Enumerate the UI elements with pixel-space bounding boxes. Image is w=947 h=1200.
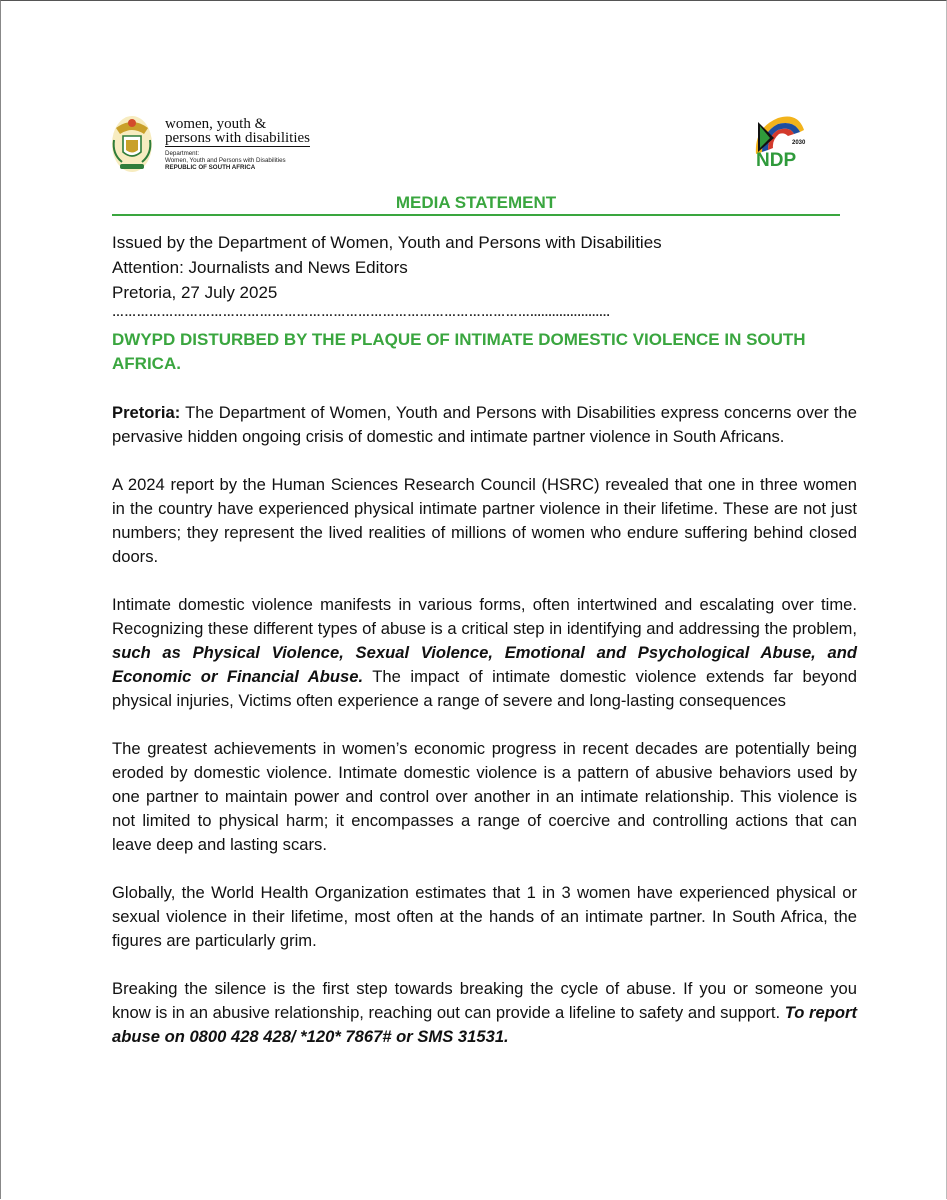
issued-by-line: Issued by the Department of Women, Youth and Persons with Disabilities [112,233,662,252]
dateline-label: Pretoria: [112,403,181,422]
place-date-line: Pretoria, 27 July 2025 [112,283,278,302]
department-name-block [165,117,310,171]
letterhead [110,114,810,184]
issued-block [112,230,662,305]
report-abuse-contacts: To report abuse on 0800 428 428/ *120* 7867# or SMS 31531. [112,1003,857,1046]
attention-line: Attention: Journalists and News Editors [112,258,408,277]
dotted-separator: …………………………………………………………………………………………...................... [112,305,611,319]
paragraph-6: Breaking the silence is the first step towards breaking the cycle of abuse. If you or someone you know is in an abusive relationship, reaching out can provide a lifeline to safety and support. To report abuse on 0800 428 428/ *120* 7867# or SMS 31531. [112,979,857,1046]
ndp-text: NDP [756,150,797,171]
headline: DWYPD DISTURBED BY THE PLAQUE OF INTIMATE DOMESTIC VIOLENCE IN SOUTH AFRICA. [112,330,806,373]
ndp-2030-logo-icon [748,110,810,172]
ndp-year: 2030 [792,140,806,146]
department-name: women, youth & persons with disabilities [165,116,310,146]
abuse-types-emphasis: such as Physical Violence, Sexual Violence, Emotional and Psychological Abuse, and Economic or Financial Abuse. [112,643,857,686]
paragraph-3: Intimate domestic violence manifests in various forms, often intertwined and escalating over time. Recognizing these different types of abuse is a critical step in identifying and addressing the problem, such as Physical Violence, Sexual Violence, Emotional and Psychological Abuse, and Economic or Financial Abuse. The impact of intimate domestic violence extends far beyond physical injuries, Victims often experience a range of severe and long-lasting consequences [112,595,857,710]
title-divider [112,214,840,216]
statement-body [112,401,857,1049]
paragraph-2: A 2024 report by the Human Sciences Research Council (HSRC) revealed that one in three women in the country have experienced physical intimate partner violence in their lifetime. These are not just numbers; they represent the lived realities of millions of women who endure suffering behind closed doors. [112,475,857,566]
department-subtitle: Department: Women, Youth and Persons with Disabilities REPUBLIC OF SOUTH AFRICA [165,150,286,171]
coat-of-arms-icon [110,114,154,174]
paragraph-4: The greatest achievements in women’s economic progress in recent decades are potentially being eroded by domestic violence. Intimate domestic violence is a pattern of abusive behaviors used by one partner to maintain power and control over another in an intimate relationship. This violence is not limited to physical harm; it encompasses a range of coercive and controlling actions that can leave deep and lasting scars. [112,739,857,854]
paragraph-5: Globally, the World Health Organization estimates that 1 in 3 women have experienced physical or sexual violence in their lifetime, most often at the hands of an intimate partner. In South Africa, the figures are particularly grim. [112,883,857,950]
paragraph-1: Pretoria: The Department of Women, Youth and Persons with Disabilities express concerns over the pervasive hidden ongoing crisis of domestic and intimate partner violence in South Africans. [112,403,857,446]
media-statement-title: MEDIA STATEMENT [395,193,557,212]
